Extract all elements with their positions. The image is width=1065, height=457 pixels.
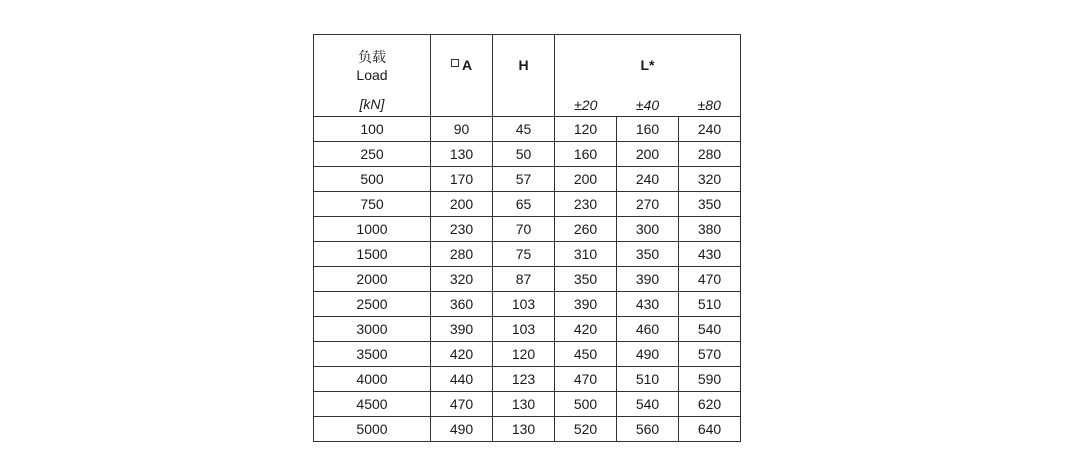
l20-cell: 310 bbox=[555, 242, 617, 267]
l80-cell: 540 bbox=[679, 317, 741, 342]
table-row bbox=[314, 367, 741, 392]
l80-cell: 510 bbox=[679, 292, 741, 317]
load-cell: 4500 bbox=[314, 392, 431, 417]
table-body bbox=[314, 117, 741, 442]
l80-cell: 620 bbox=[679, 392, 741, 417]
l80-cell: 590 bbox=[679, 367, 741, 392]
l-sub-header-80: ±80 bbox=[679, 94, 741, 117]
h-cell: 103 bbox=[493, 317, 555, 342]
l40-cell: 300 bbox=[617, 217, 679, 242]
h-header-blank bbox=[493, 94, 555, 117]
l20-cell: 200 bbox=[555, 167, 617, 192]
load-cell: 4000 bbox=[314, 367, 431, 392]
load-header-cn: 负载 bbox=[358, 49, 386, 65]
l40-cell: 240 bbox=[617, 167, 679, 192]
load-cell: 1500 bbox=[314, 242, 431, 267]
a-cell: 130 bbox=[431, 142, 493, 167]
h-cell: 130 bbox=[493, 417, 555, 442]
l40-cell: 560 bbox=[617, 417, 679, 442]
l40-cell: 460 bbox=[617, 317, 679, 342]
h-cell: 130 bbox=[493, 392, 555, 417]
l20-cell: 160 bbox=[555, 142, 617, 167]
h-header-cell bbox=[493, 35, 555, 95]
load-cell: 250 bbox=[314, 142, 431, 167]
a-cell: 390 bbox=[431, 317, 493, 342]
load-cell: 500 bbox=[314, 167, 431, 192]
a-cell: 280 bbox=[431, 242, 493, 267]
l20-cell: 520 bbox=[555, 417, 617, 442]
load-cell: 3000 bbox=[314, 317, 431, 342]
l20-cell: 120 bbox=[555, 117, 617, 142]
h-cell: 45 bbox=[493, 117, 555, 142]
l40-cell: 270 bbox=[617, 192, 679, 217]
load-dimension-table bbox=[313, 34, 741, 442]
l20-cell: 450 bbox=[555, 342, 617, 367]
table-row bbox=[314, 267, 741, 292]
l20-cell: 470 bbox=[555, 367, 617, 392]
l40-cell: 430 bbox=[617, 292, 679, 317]
l-header-label: L* bbox=[640, 56, 655, 73]
a-cell: 420 bbox=[431, 342, 493, 367]
l20-cell: 420 bbox=[555, 317, 617, 342]
l20-cell: 260 bbox=[555, 217, 617, 242]
load-cell: 5000 bbox=[314, 417, 431, 442]
table-row bbox=[314, 142, 741, 167]
load-cell: 3500 bbox=[314, 342, 431, 367]
load-cell: 2000 bbox=[314, 267, 431, 292]
load-header-en: Load bbox=[356, 67, 388, 83]
a-cell: 490 bbox=[431, 417, 493, 442]
table-row bbox=[314, 292, 741, 317]
square-icon bbox=[451, 59, 459, 67]
a-cell: 320 bbox=[431, 267, 493, 292]
l40-cell: 510 bbox=[617, 367, 679, 392]
h-cell: 50 bbox=[493, 142, 555, 167]
l20-cell: 350 bbox=[555, 267, 617, 292]
h-cell: 103 bbox=[493, 292, 555, 317]
l20-cell: 230 bbox=[555, 192, 617, 217]
load-cell: 100 bbox=[314, 117, 431, 142]
table-row bbox=[314, 417, 741, 442]
l80-cell: 350 bbox=[679, 192, 741, 217]
load-cell: 1000 bbox=[314, 217, 431, 242]
table-row bbox=[314, 242, 741, 267]
load-cell: 750 bbox=[314, 192, 431, 217]
l80-cell: 320 bbox=[679, 167, 741, 192]
a-cell: 200 bbox=[431, 192, 493, 217]
l-sub-header-40: ±40 bbox=[617, 94, 679, 117]
table-row bbox=[314, 167, 741, 192]
l80-cell: 640 bbox=[679, 417, 741, 442]
l80-cell: 570 bbox=[679, 342, 741, 367]
a-header-label: A bbox=[461, 56, 473, 73]
l80-cell: 240 bbox=[679, 117, 741, 142]
load-header-unit: [kN] bbox=[359, 96, 385, 112]
a-cell: 440 bbox=[431, 367, 493, 392]
h-header-label: H bbox=[518, 56, 529, 73]
a-cell: 90 bbox=[431, 117, 493, 142]
h-cell: 70 bbox=[493, 217, 555, 242]
h-cell: 75 bbox=[493, 242, 555, 267]
table-row bbox=[314, 192, 741, 217]
l80-cell: 380 bbox=[679, 217, 741, 242]
l40-cell: 490 bbox=[617, 342, 679, 367]
h-cell: 65 bbox=[493, 192, 555, 217]
h-cell: 57 bbox=[493, 167, 555, 192]
load-header-cell bbox=[314, 35, 431, 117]
l40-cell: 390 bbox=[617, 267, 679, 292]
a-cell: 360 bbox=[431, 292, 493, 317]
l80-cell: 470 bbox=[679, 267, 741, 292]
table-row bbox=[314, 392, 741, 417]
l80-cell: 430 bbox=[679, 242, 741, 267]
h-cell: 87 bbox=[493, 267, 555, 292]
a-header-cell bbox=[431, 35, 493, 95]
a-header-blank bbox=[431, 94, 493, 117]
table-row bbox=[314, 342, 741, 367]
table-row bbox=[314, 217, 741, 242]
l80-cell: 280 bbox=[679, 142, 741, 167]
l20-cell: 390 bbox=[555, 292, 617, 317]
l20-cell: 500 bbox=[555, 392, 617, 417]
a-cell: 230 bbox=[431, 217, 493, 242]
h-cell: 123 bbox=[493, 367, 555, 392]
table-row bbox=[314, 317, 741, 342]
load-cell: 2500 bbox=[314, 292, 431, 317]
l40-cell: 160 bbox=[617, 117, 679, 142]
a-cell: 470 bbox=[431, 392, 493, 417]
l40-cell: 200 bbox=[617, 142, 679, 167]
table-row bbox=[314, 117, 741, 142]
h-cell: 120 bbox=[493, 342, 555, 367]
a-cell: 170 bbox=[431, 167, 493, 192]
l-header-cell bbox=[555, 35, 741, 95]
l40-cell: 540 bbox=[617, 392, 679, 417]
table-header bbox=[314, 35, 741, 117]
l-sub-header-20: ±20 bbox=[555, 94, 617, 117]
l40-cell: 350 bbox=[617, 242, 679, 267]
